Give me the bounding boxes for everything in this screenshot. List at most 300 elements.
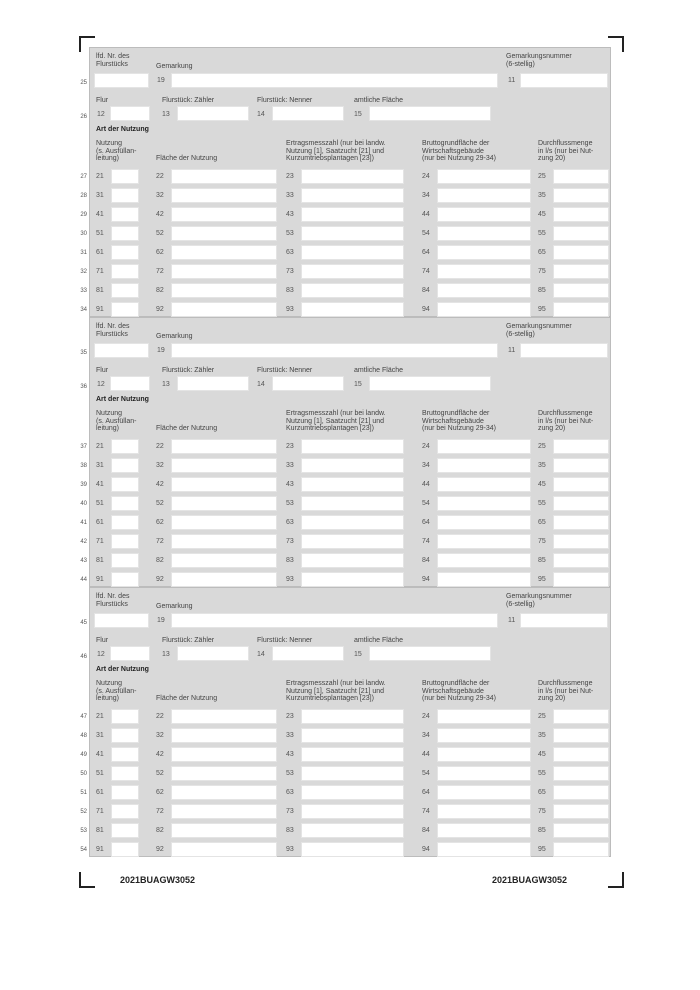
usage-code: 53: [286, 500, 294, 507]
bruttogrundflaeche-field[interactable]: [437, 169, 531, 184]
usage-code: 51: [96, 230, 104, 237]
nenner-code: 14: [257, 381, 265, 388]
line-number: 46: [80, 654, 87, 660]
ertragsmesszahl-field[interactable]: [301, 226, 404, 241]
usage-code: 82: [156, 287, 164, 294]
durchflussmenge-field[interactable]: [553, 534, 609, 549]
gemarkungsnummer-label-line-2: (6-stellig): [506, 60, 535, 68]
line-number: 45: [80, 620, 87, 626]
gemarkung-label: Gemarkung: [156, 603, 193, 610]
nutzung-field[interactable]: [111, 572, 139, 587]
nutzung-field[interactable]: [111, 747, 139, 762]
usage-code: 84: [422, 827, 430, 834]
usage-code: 72: [156, 808, 164, 815]
usage-code: 65: [538, 789, 546, 796]
ertragsmesszahl-field[interactable]: [301, 264, 404, 279]
usage-code: 51: [96, 500, 104, 507]
flaeche-field[interactable]: [171, 477, 277, 492]
flur-field[interactable]: [110, 376, 150, 391]
ertragsmesszahl-field[interactable]: [301, 169, 404, 184]
ertragsmesszahl-field[interactable]: [301, 207, 404, 222]
zaehler-code: 13: [162, 111, 170, 118]
nutzung-field[interactable]: [111, 496, 139, 511]
usage-code: 41: [96, 481, 104, 488]
usage-code: 92: [156, 306, 164, 313]
ertragsmesszahl-field[interactable]: [301, 785, 404, 800]
flur-field[interactable]: [110, 106, 150, 121]
usage-code: 45: [538, 751, 546, 758]
ertragsmesszahl-field[interactable]: [301, 842, 404, 857]
usage-code: 83: [286, 557, 294, 564]
flaeche-field[interactable]: [171, 496, 277, 511]
flaeche-field[interactable]: [171, 302, 277, 317]
line-number: 31: [80, 250, 87, 256]
ertrag-col-label-line-2: Nutzung [1], Saatzucht [21] und: [286, 687, 385, 695]
nutzung-field[interactable]: [111, 283, 139, 298]
bruttogrundflaeche-field[interactable]: [437, 785, 531, 800]
nenner-code: 14: [257, 111, 265, 118]
lfd-nr-field[interactable]: [94, 613, 149, 628]
nutzung-field[interactable]: [111, 207, 139, 222]
bruttogrundflaeche-field[interactable]: [437, 747, 531, 762]
nenner-field[interactable]: [272, 646, 344, 661]
zaehler-field[interactable]: [177, 376, 249, 391]
nutzung-field[interactable]: [111, 804, 139, 819]
usage-code: 63: [286, 789, 294, 796]
nutzung-field[interactable]: [111, 245, 139, 260]
flur-label: Flur: [96, 97, 109, 104]
usage-code: 81: [96, 557, 104, 564]
flur-label: Flur: [96, 637, 109, 644]
line-number: 53: [80, 828, 87, 834]
line-number: 51: [80, 790, 87, 796]
lfd-nr-field[interactable]: [94, 73, 149, 88]
usage-code: 94: [422, 306, 430, 313]
flaeche-code: 15: [354, 111, 362, 118]
durchfluss-col-label-line-1: Durchflussmenge: [538, 410, 593, 417]
usage-code: 55: [538, 230, 546, 237]
durchflussmenge-field[interactable]: [553, 515, 609, 530]
flaeche-col-label: Fläche der Nutzung: [156, 155, 218, 162]
durchflussmenge-field[interactable]: [553, 785, 609, 800]
nutzung-field[interactable]: [111, 458, 139, 473]
nutzung-field[interactable]: [111, 439, 139, 454]
usage-code: 94: [422, 846, 430, 853]
lfd-nr-label-line-2: Flurstücks: [96, 60, 128, 68]
usage-code: 75: [538, 538, 546, 545]
bruttogrundflaeche-field[interactable]: [437, 534, 531, 549]
nutzung-field[interactable]: [111, 264, 139, 279]
usage-code: 65: [538, 249, 546, 256]
usage-code: 71: [96, 268, 104, 275]
line-number: 38: [80, 463, 87, 469]
durchflussmenge-field[interactable]: [553, 245, 609, 260]
flaeche-field[interactable]: [171, 709, 277, 724]
bruttogrundflaeche-field[interactable]: [437, 188, 531, 203]
bruttogrundflaeche-field[interactable]: [437, 728, 531, 743]
lfd-nr-label-line-1: lfd. Nr. des: [96, 593, 130, 600]
brutto-col-label-line-1: Bruttogrundfläche der: [422, 140, 490, 147]
usage-code: 25: [538, 713, 546, 720]
ertragsmesszahl-field[interactable]: [301, 477, 404, 492]
ertragsmesszahl-field[interactable]: [301, 823, 404, 838]
gemarkung-field[interactable]: [171, 613, 498, 628]
ertragsmesszahl-field[interactable]: [301, 747, 404, 762]
nutzung-field[interactable]: [111, 534, 139, 549]
zaehler-field[interactable]: [177, 646, 249, 661]
ertragsmesszahl-field[interactable]: [301, 245, 404, 260]
durchflussmenge-field[interactable]: [553, 169, 609, 184]
bruttogrundflaeche-field[interactable]: [437, 515, 531, 530]
durchfluss-col-label-line-3: zung 20): [538, 155, 566, 162]
flaeche-field[interactable]: [171, 804, 277, 819]
bruttogrundflaeche-field[interactable]: [437, 823, 531, 838]
zaehler-code: 13: [162, 651, 170, 658]
line-number: 25: [80, 80, 87, 86]
usage-code: 95: [538, 576, 546, 583]
ertragsmesszahl-field[interactable]: [301, 728, 404, 743]
usage-code: 42: [156, 751, 164, 758]
bruttogrundflaeche-field[interactable]: [437, 553, 531, 568]
zaehler-label: Flurstück: Zähler: [162, 367, 215, 374]
gemarkung-field[interactable]: [171, 343, 498, 358]
line-number: 43: [80, 558, 87, 564]
flaeche-col-label: Fläche der Nutzung: [156, 695, 218, 702]
bruttogrundflaeche-field[interactable]: [437, 207, 531, 222]
usage-code: 74: [422, 808, 430, 815]
line-number: 40: [80, 501, 87, 507]
flaeche-field[interactable]: [171, 283, 277, 298]
usage-code: 23: [286, 173, 294, 180]
flaeche-field[interactable]: [171, 747, 277, 762]
usage-code: 35: [538, 462, 546, 469]
usage-code: 72: [156, 268, 164, 275]
nutzung-field[interactable]: [111, 477, 139, 492]
nutzung-field[interactable]: [111, 728, 139, 743]
line-number: 27: [80, 174, 87, 180]
nutzung-field[interactable]: [111, 553, 139, 568]
line-number: 34: [80, 307, 87, 313]
usage-code: 64: [422, 789, 430, 796]
usage-code: 21: [96, 713, 104, 720]
zaehler-label: Flurstück: Zähler: [162, 97, 215, 104]
usage-code: 95: [538, 846, 546, 853]
usage-code: 44: [422, 751, 430, 758]
durchflussmenge-field[interactable]: [553, 496, 609, 511]
durchflussmenge-field[interactable]: [553, 572, 609, 587]
usage-code: 62: [156, 519, 164, 526]
flaeche-field[interactable]: [171, 226, 277, 241]
durchfluss-col-label-line-1: Durchflussmenge: [538, 680, 593, 687]
usage-code: 83: [286, 827, 294, 834]
bruttogrundflaeche-field[interactable]: [437, 439, 531, 454]
gemarkung-code: 19: [157, 77, 165, 84]
usage-code: 31: [96, 462, 104, 469]
bruttogrundflaeche-field[interactable]: [437, 804, 531, 819]
durchfluss-col-label-line-2: in l/s (nur bei Nut-: [538, 687, 594, 695]
amtliche-flaeche-field[interactable]: [369, 376, 491, 391]
usage-code: 24: [422, 443, 430, 450]
durchflussmenge-field[interactable]: [553, 823, 609, 838]
amtliche-flaeche-label: amtliche Fläche: [354, 97, 404, 104]
gemarkungsnummer-code: 11: [508, 617, 516, 624]
usage-code: 34: [422, 732, 430, 739]
ertrag-col-label-line-2: Nutzung [1], Saatzucht [21] und: [286, 147, 385, 155]
usage-code: 23: [286, 713, 294, 720]
usage-code: 22: [156, 443, 164, 450]
flaeche-col-label: Fläche der Nutzung: [156, 425, 218, 432]
usage-code: 43: [286, 481, 294, 488]
gemarkungsnummer-label-line-2: (6-stellig): [506, 600, 535, 608]
flur-field[interactable]: [110, 646, 150, 661]
usage-code: 45: [538, 211, 546, 218]
ertragsmesszahl-field[interactable]: [301, 534, 404, 549]
bruttogrundflaeche-field[interactable]: [437, 245, 531, 260]
nutzung-field[interactable]: [111, 785, 139, 800]
flaeche-field[interactable]: [171, 728, 277, 743]
durchflussmenge-field[interactable]: [553, 283, 609, 298]
nenner-field[interactable]: [272, 106, 344, 121]
nutzung-col-label-line-3: leitung): [96, 425, 119, 432]
durchflussmenge-field[interactable]: [553, 804, 609, 819]
amtliche-flaeche-field[interactable]: [369, 646, 491, 661]
usage-code: 21: [96, 443, 104, 450]
lfd-nr-field[interactable]: [94, 343, 149, 358]
ertrag-col-label-line-2: Nutzung [1], Saatzucht [21] und: [286, 417, 385, 425]
flaeche-field[interactable]: [171, 785, 277, 800]
usage-code: 33: [286, 732, 294, 739]
durchflussmenge-field[interactable]: [553, 439, 609, 454]
form-code-left: 2021BUAGW3052: [120, 875, 196, 885]
nutzung-field[interactable]: [111, 823, 139, 838]
bruttogrundflaeche-field[interactable]: [437, 302, 531, 317]
flaeche-field[interactable]: [171, 572, 277, 587]
usage-code: 74: [422, 268, 430, 275]
art-der-nutzung-heading: Art der Nutzung: [96, 126, 149, 133]
nutzung-field[interactable]: [111, 188, 139, 203]
usage-code: 65: [538, 519, 546, 526]
nutzung-field[interactable]: [111, 169, 139, 184]
bruttogrundflaeche-field[interactable]: [437, 709, 531, 724]
ertragsmesszahl-field[interactable]: [301, 709, 404, 724]
flaeche-field[interactable]: [171, 766, 277, 781]
flaeche-field[interactable]: [171, 823, 277, 838]
zaehler-field[interactable]: [177, 106, 249, 121]
flaeche-field[interactable]: [171, 264, 277, 279]
durchflussmenge-field[interactable]: [553, 302, 609, 317]
usage-code: 84: [422, 287, 430, 294]
usage-code: 43: [286, 211, 294, 218]
durchflussmenge-field[interactable]: [553, 709, 609, 724]
bruttogrundflaeche-field[interactable]: [437, 458, 531, 473]
line-number: 41: [80, 520, 87, 526]
flaeche-field[interactable]: [171, 534, 277, 549]
usage-code: 85: [538, 287, 546, 294]
flaeche-field[interactable]: [171, 458, 277, 473]
bruttogrundflaeche-field[interactable]: [437, 572, 531, 587]
bruttogrundflaeche-field[interactable]: [437, 283, 531, 298]
nutzung-field[interactable]: [111, 766, 139, 781]
ertragsmesszahl-field[interactable]: [301, 283, 404, 298]
brutto-col-label-line-3: (nur bei Nutzung 29-34): [422, 155, 496, 162]
bruttogrundflaeche-field[interactable]: [437, 226, 531, 241]
durchflussmenge-field[interactable]: [553, 728, 609, 743]
usage-code: 25: [538, 173, 546, 180]
usage-code: 21: [96, 173, 104, 180]
nutzung-col-label-line-2: (s. Ausfüllan-: [96, 147, 137, 155]
bruttogrundflaeche-field[interactable]: [437, 264, 531, 279]
usage-code: 55: [538, 770, 546, 777]
nutzung-field[interactable]: [111, 842, 139, 857]
nutzung-field[interactable]: [111, 515, 139, 530]
ertragsmesszahl-field[interactable]: [301, 572, 404, 587]
usage-code: 81: [96, 287, 104, 294]
ertragsmesszahl-field[interactable]: [301, 439, 404, 454]
ertragsmesszahl-field[interactable]: [301, 515, 404, 530]
ertragsmesszahl-field[interactable]: [301, 553, 404, 568]
nutzung-field[interactable]: [111, 226, 139, 241]
line-number: 42: [80, 539, 87, 545]
usage-code: 52: [156, 500, 164, 507]
form-code-right: 2021BUAGW3052: [492, 875, 568, 885]
usage-code: 35: [538, 732, 546, 739]
usage-code: 32: [156, 462, 164, 469]
gemarkungsnummer-label-line-1: Gemarkungsnummer: [506, 323, 572, 330]
usage-code: 62: [156, 249, 164, 256]
usage-code: 95: [538, 306, 546, 313]
durchfluss-col-label-line-3: zung 20): [538, 425, 566, 432]
bruttogrundflaeche-field[interactable]: [437, 477, 531, 492]
gemarkungsnummer-code: 11: [508, 77, 516, 84]
ertrag-col-label-line-1: Ertragsmesszahl (nur bei landw.: [286, 680, 386, 687]
ertragsmesszahl-field[interactable]: [301, 496, 404, 511]
usage-code: 22: [156, 173, 164, 180]
nutzung-field[interactable]: [111, 709, 139, 724]
line-number: 48: [80, 733, 87, 739]
nutzung-col-label-line-1: Nutzung: [96, 680, 123, 687]
flaeche-field[interactable]: [171, 515, 277, 530]
flaeche-field[interactable]: [171, 553, 277, 568]
nutzung-col-label-line-1: Nutzung: [96, 410, 123, 417]
durchflussmenge-field[interactable]: [553, 226, 609, 241]
brutto-col-label-line-1: Bruttogrundfläche der: [422, 410, 490, 417]
usage-code: 34: [422, 462, 430, 469]
usage-code: 32: [156, 192, 164, 199]
line-number: 26: [80, 114, 87, 120]
ertragsmesszahl-field[interactable]: [301, 188, 404, 203]
usage-code: 84: [422, 557, 430, 564]
usage-code: 91: [96, 306, 104, 313]
usage-code: 52: [156, 770, 164, 777]
usage-code: 41: [96, 211, 104, 218]
line-number: 33: [80, 288, 87, 294]
flur-label: Flur: [96, 367, 109, 374]
flaeche-code: 15: [354, 651, 362, 658]
ertragsmesszahl-field[interactable]: [301, 804, 404, 819]
amtliche-flaeche-label: amtliche Fläche: [354, 637, 404, 644]
flur-code: 12: [97, 651, 105, 658]
flaeche-field[interactable]: [171, 245, 277, 260]
line-number: 29: [80, 212, 87, 218]
flur-code: 12: [97, 381, 105, 388]
art-der-nutzung-heading: Art der Nutzung: [96, 666, 149, 673]
gemarkung-label: Gemarkung: [156, 333, 193, 340]
usage-code: 45: [538, 481, 546, 488]
durchflussmenge-field[interactable]: [553, 207, 609, 222]
durchflussmenge-field[interactable]: [553, 747, 609, 762]
flaeche-field[interactable]: [171, 207, 277, 222]
gemarkungsnummer-label-line-1: Gemarkungsnummer: [506, 53, 572, 60]
line-number: 54: [80, 847, 87, 853]
usage-code: 25: [538, 443, 546, 450]
flaeche-field[interactable]: [171, 842, 277, 857]
bruttogrundflaeche-field[interactable]: [437, 842, 531, 857]
nenner-field[interactable]: [272, 376, 344, 391]
usage-code: 44: [422, 481, 430, 488]
durchflussmenge-field[interactable]: [553, 477, 609, 492]
line-number: 52: [80, 809, 87, 815]
usage-code: 73: [286, 808, 294, 815]
bruttogrundflaeche-field[interactable]: [437, 766, 531, 781]
usage-code: 42: [156, 481, 164, 488]
gemarkungsnummer-field[interactable]: [520, 73, 608, 88]
usage-code: 63: [286, 519, 294, 526]
usage-code: 93: [286, 576, 294, 583]
gemarkung-field[interactable]: [171, 73, 498, 88]
ertragsmesszahl-field[interactable]: [301, 458, 404, 473]
durchflussmenge-field[interactable]: [553, 553, 609, 568]
durchflussmenge-field[interactable]: [553, 842, 609, 857]
gemarkungsnummer-field[interactable]: [520, 343, 608, 358]
durchfluss-col-label-line-2: in l/s (nur bei Nut-: [538, 147, 594, 155]
usage-code: 31: [96, 192, 104, 199]
durchflussmenge-field[interactable]: [553, 188, 609, 203]
flaeche-field[interactable]: [171, 188, 277, 203]
usage-code: 73: [286, 538, 294, 545]
usage-code: 23: [286, 443, 294, 450]
usage-code: 93: [286, 846, 294, 853]
nenner-label: Flurstück: Nenner: [257, 637, 313, 644]
gemarkungsnummer-field[interactable]: [520, 613, 608, 628]
nutzung-field[interactable]: [111, 302, 139, 317]
zaehler-code: 13: [162, 381, 170, 388]
usage-code: 64: [422, 519, 430, 526]
usage-code: 54: [422, 500, 430, 507]
bruttogrundflaeche-field[interactable]: [437, 496, 531, 511]
ertragsmesszahl-field[interactable]: [301, 766, 404, 781]
gemarkung-label: Gemarkung: [156, 63, 193, 70]
usage-code: 92: [156, 576, 164, 583]
line-number: 30: [80, 231, 87, 237]
lfd-nr-label-line-2: Flurstücks: [96, 330, 128, 338]
flaeche-field[interactable]: [171, 439, 277, 454]
lfd-nr-label-line-1: lfd. Nr. des: [96, 323, 130, 330]
usage-code: 54: [422, 230, 430, 237]
flaeche-field[interactable]: [171, 169, 277, 184]
durchflussmenge-field[interactable]: [553, 458, 609, 473]
amtliche-flaeche-field[interactable]: [369, 106, 491, 121]
usage-code: 33: [286, 462, 294, 469]
gemarkungsnummer-label-line-1: Gemarkungsnummer: [506, 593, 572, 600]
parcel-section-2: [89, 317, 611, 587]
durchflussmenge-field[interactable]: [553, 264, 609, 279]
durchfluss-col-label-line-3: zung 20): [538, 695, 566, 702]
nenner-code: 14: [257, 651, 265, 658]
flaeche-code: 15: [354, 381, 362, 388]
usage-code: 53: [286, 230, 294, 237]
durchflussmenge-field[interactable]: [553, 766, 609, 781]
ertragsmesszahl-field[interactable]: [301, 302, 404, 317]
